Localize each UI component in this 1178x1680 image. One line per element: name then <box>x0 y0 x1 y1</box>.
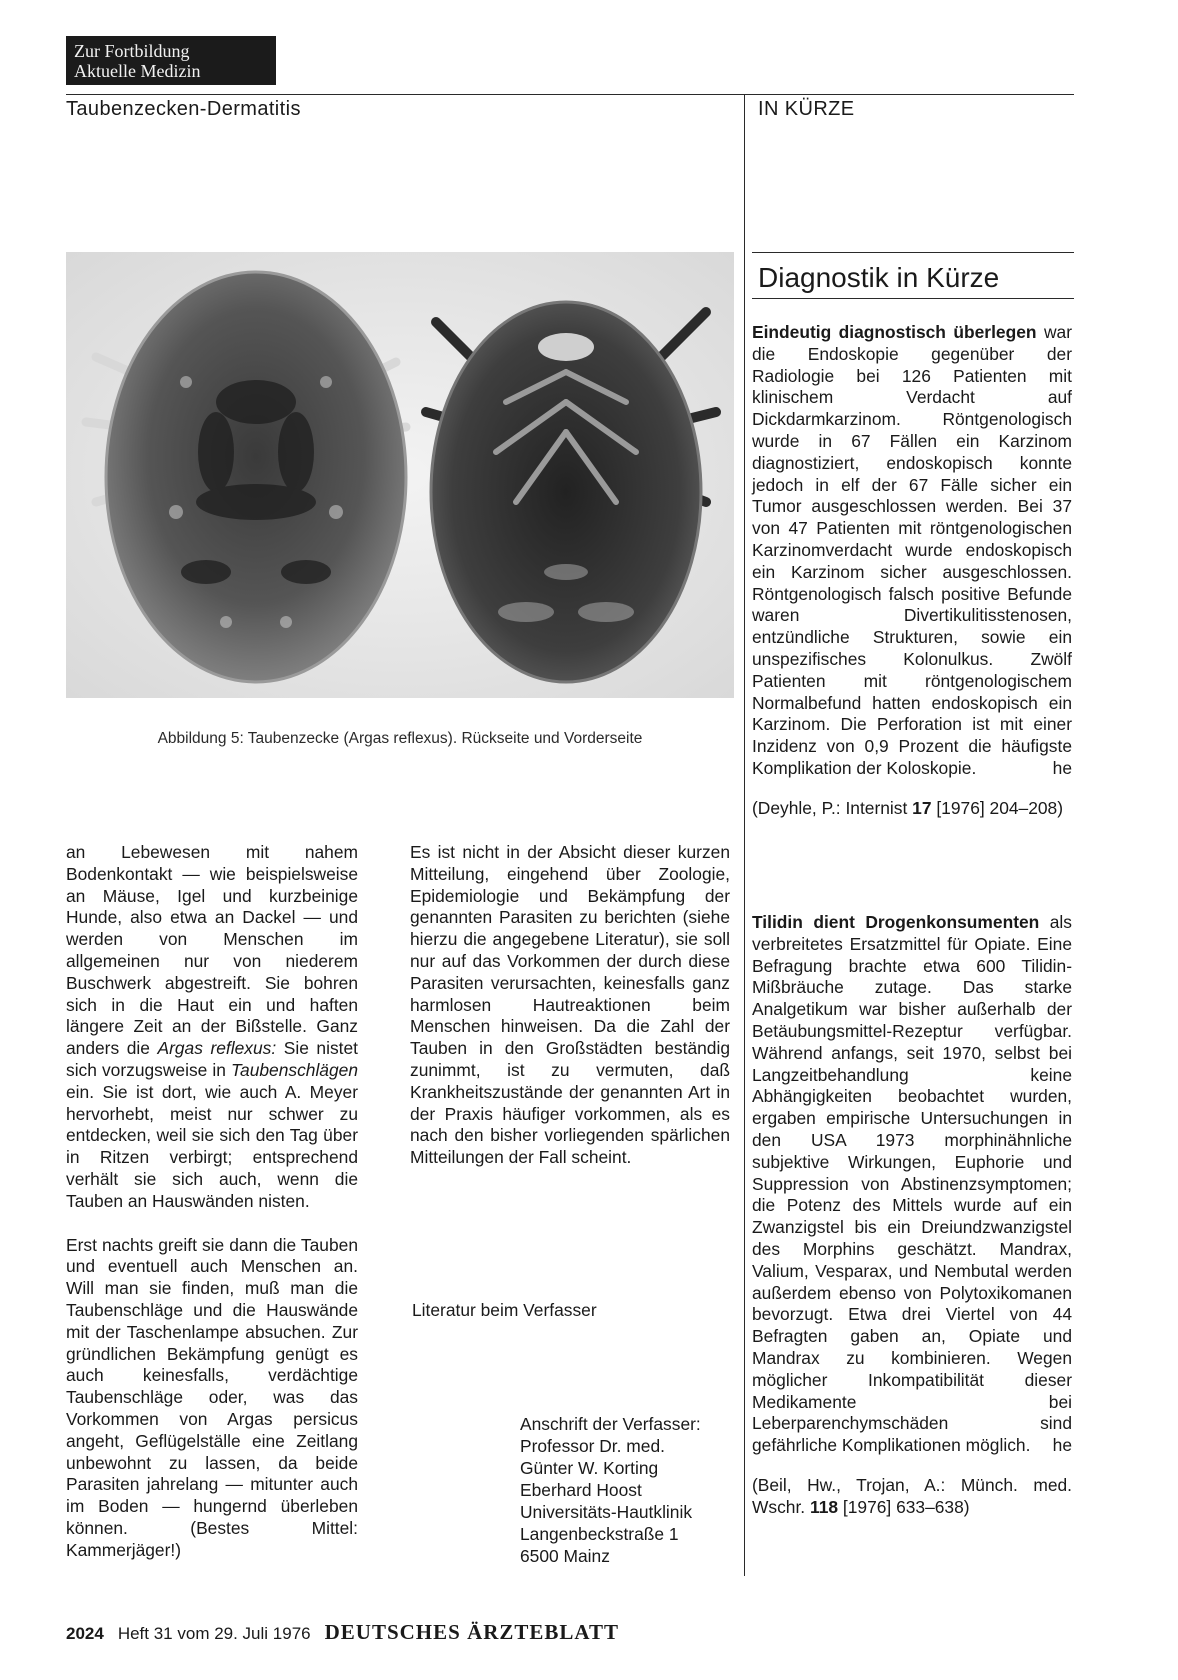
article-kicker: Taubenzecken-Dermatitis <box>66 98 301 120</box>
sidebar-item-lead: Tilidin dient Drogenkonsumenten <box>752 912 1040 932</box>
sidebar-title-rule-bottom <box>752 298 1074 299</box>
sidebar-kicker: IN KÜRZE <box>758 98 855 120</box>
sidebar-item-body: Tilidin dient Drogenkonsumenten als verbreitetes Ersatzmittel für Opiate. Eine Befragung brachte etwa 600 Tilidin-Mißbräuche zutage. Das starke Analgetikum war bisher außerhalb der Betäubungsmittel-Rezeptur verfügbar. Während anfangs, seit 1970, selbst bei Langzeitbehandlung keine Abhängigkeiten beobachtet wurden, ergaben empirische Untersuchungen in den USA 1973 morphinähnliche subjektive Wirkungen, Euphorie und Suppression von Abstinenzsymptomen; die Potenz des Mittels wurde auf ein Zwanzigstel bis ein Dreiundzwanzigstel des Morphins geschätzt. Mandrax, Valium, Vesparax, und Nembutal werden außerdem ebenso von Polytoxikomanen bevorzugt. Etwa drei Viertel von 44 Befragten gaben an, Opiate und Mandrax zu kombinieren. Wegen möglicher Inkompatibilität dieser Medikamente bei Leberparenchymschäden sind gefährliche Komplikationen möglich. he <box>752 912 1072 1456</box>
article-column-1 <box>66 842 358 1584</box>
tick-photograph <box>66 252 734 698</box>
citation: (Deyhle, P.: Internist 17 [1976] 204–208) <box>752 797 1064 818</box>
column-divider <box>744 94 745 1576</box>
literature-note: Literatur beim Verfasser <box>412 1300 597 1320</box>
sidebar-item-tilidin <box>752 912 1072 1519</box>
article-paragraph-2: Erst nachts greift sie dann die Tauben und eventuell auch Menschen an. Will man sie finden, muß man die Taubenschläge und die Hauswände mit der Taschenlampe absuchen. Zur gründlichen Bekämpfung genügt es auch keinesfalls, verdächtige Taubenschläge oder, was das Vorkommen von Argas persicus angeht, Geflügelställe eine Zeitlang unbewohnt zu lassen, da beide Parasiten jahrelang — mitunter auch im Boden — hungernd überleben können. (Bestes Mittel: Kammerjäger!) <box>66 1234 358 1560</box>
figure-caption: Abbildung 5: Taubenzecke (Argas reflexus). Rückseite und Vorderseite <box>157 730 643 747</box>
sidebar-item-endoskopie <box>752 322 1072 820</box>
header-rule <box>66 94 1074 95</box>
citation: (Beil, Hw., Trojan, A.: Münch. med. Wschr. 118 [1976] 633–638) <box>752 1474 1072 1517</box>
article-paragraph-1: an Lebewesen mit nahem Bodenkontakt — wie beispielsweise an Mäuse, Igel und kurzbeinige Hunde, also etwa an Dackel — und werden von Menschen im allgemeinen nur von niederem Buschwerk abgestreift. Sie bohren sich in die Haut ein und haften längere Zeit an der Bißstelle. Ganz anders die Argas reflexus: Sie nistet sich vorzugsweise in Taubenschlägen ein. Sie ist dort, wie auch A. Meyer hervorhebt, meist nur schwer zu entdecken, weil sie sich den Tag über in Ritzen verbirgt; entsprechend verhält sie sich auch, wenn die Tauben an Hauswänden nisten. <box>66 842 358 1211</box>
author-sign: he <box>1052 757 1072 778</box>
sidebar-item-lead: Eindeutig diagnostisch überlegen <box>752 322 1037 342</box>
sidebar-title-rule-top <box>752 252 1074 253</box>
section-tag <box>66 36 276 85</box>
author-address: Anschrift der Verfasser: Professor Dr. med. Günter W. Korting Eberhard Hoost Universitäts-Hautklinik Langenbeckstraße 1 6500 Mainz <box>520 1414 701 1566</box>
article-column-2 <box>410 842 730 1191</box>
masthead: DEUTSCHES ÄRZTEBLATT <box>324 1620 620 1644</box>
page-number: 2024 <box>66 1624 104 1643</box>
author-sign: he <box>1052 1435 1072 1456</box>
sidebar-item-body: Eindeutig diagnostisch überlegen war die Endoskopie gegenüber der Radiologie bei 126 Patienten mit klinischem Verdacht auf Dickdarmkarzinom. Röntgenologisch wurde in 67 Fällen ein Karzinom diagnostiziert, endoskopisch konnte jedoch in elf der 67 Fälle sicher ein Tumor ausgeschlossen werden. Bei 37 von 47 Patienten mit röntgenologischen Karzinomverdacht wurde endoskopisch ein Karzinom sicher ausgeschlossen. Röntgenologisch falsch positive Befunde waren Divertikulitisstenosen, entzündliche Strukturen, sowie ein unspezifisches Kolonulkus. Zwölf Patienten mit röntgenologischem Normalbefund hatten endoskopisch ein Karzinom. Die Perforation ist mit einer Inzidenz von 0,9 Prozent die häufigste Komplikation der Koloskopie. he <box>752 322 1072 778</box>
sidebar-title: Diagnostik in Kürze <box>758 262 1000 293</box>
page-footer <box>66 1620 619 1645</box>
article-paragraph-3: Es ist nicht in der Absicht dieser kurzen Mitteilung, eingehend über Zoologie, Epidemiologie und Bekämpfung der genannten Parasiten zu berichten (siehe hierzu die angegebene Literatur), sie soll nur auf das Vorkommen der durch diese Parasiten verursachten, keinesfalls ganz harmlosen Hautreaktionen beim Menschen hinweisen. Da die Zahl der Tauben in den Großstädten beständig zunimmt, ist zu vermuten, daß Krankheitszustände der genannten Art in der Praxis häufiger vorkommen, als es nach den bisher vorliegenden spärlichen Mitteilungen der Fall scheint. <box>410 842 730 1168</box>
issue-info: Heft 31 vom 29. Juli 1976 <box>117 1624 311 1643</box>
section-tag-line2: Aktuelle Medizin <box>74 61 201 81</box>
tick-illustration <box>66 252 734 698</box>
section-tag-line1: Zur Fortbildung <box>74 41 190 61</box>
